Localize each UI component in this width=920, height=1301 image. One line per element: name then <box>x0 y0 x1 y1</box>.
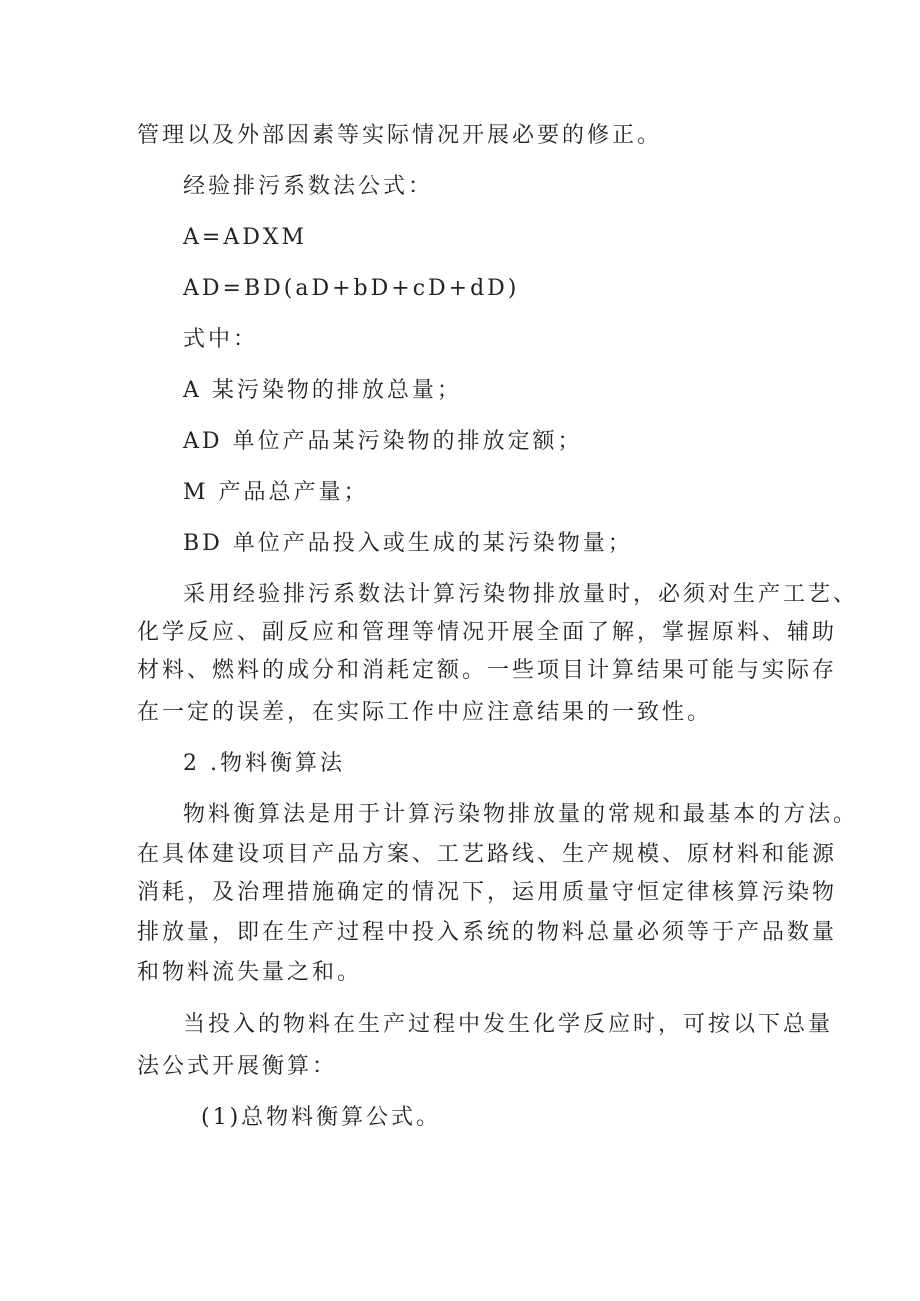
formula-line: A=ADXM <box>183 225 308 250</box>
legend-item: AD 单位产品某污染物的排放定额； <box>183 429 583 454</box>
formula-line: AD=BD(aD+bD+cD+dD) <box>183 276 520 301</box>
paragraph-line: 排放量，即在生产过程中投入系统的物料总量必须等于产品数量 <box>137 920 838 945</box>
paragraph-line: 物料衡算法是用于计算污染物排放量的常规和最基本的方法。 <box>183 802 859 827</box>
paragraph-line: 和物料流失量之和。 <box>137 960 363 985</box>
section-heading: 2 .物料衡算法 <box>183 751 345 776</box>
paragraph-line: 在具体建设项目产品方案、工艺路线、生产规模、原材料和能源 <box>137 842 838 867</box>
legend-item: M 产品总产量； <box>183 480 369 505</box>
legend-heading: 式中： <box>183 327 259 352</box>
paragraph-line: 在一定的误差，在实际工作中应注意结果的一致性。 <box>137 700 713 725</box>
paragraph-line: 材料、燃料的成分和消耗定额。一些项目计算结果可能与实际存 <box>137 658 838 683</box>
formula-heading: 经验排污系数法公式： <box>183 174 434 199</box>
subsection-heading: (1)总物料衡算公式。 <box>201 1105 442 1130</box>
paragraph-line: 消耗，及治理措施确定的情况下，运用质量守恒定律核算污染物 <box>137 880 838 905</box>
paragraph-line: 管理以及外部因素等实际情况开展必要的修正。 <box>137 123 663 148</box>
paragraph-line: 当投入的物料在生产过程中发生化学反应时，可按以下总量 <box>183 1012 834 1037</box>
paragraph-line: 法公式开展衡算： <box>137 1054 338 1079</box>
legend-item: BD 单位产品投入或生成的某污染物量； <box>183 531 633 556</box>
paragraph-line: 采用经验排污系数法计算污染物排放量时，必须对生产工艺、 <box>183 582 859 607</box>
legend-item: A 某污染物的排放总量； <box>183 378 462 403</box>
paragraph-line: 化学反应、副反应和管理等情况开展全面了解，掌握原料、辅助 <box>137 620 838 645</box>
